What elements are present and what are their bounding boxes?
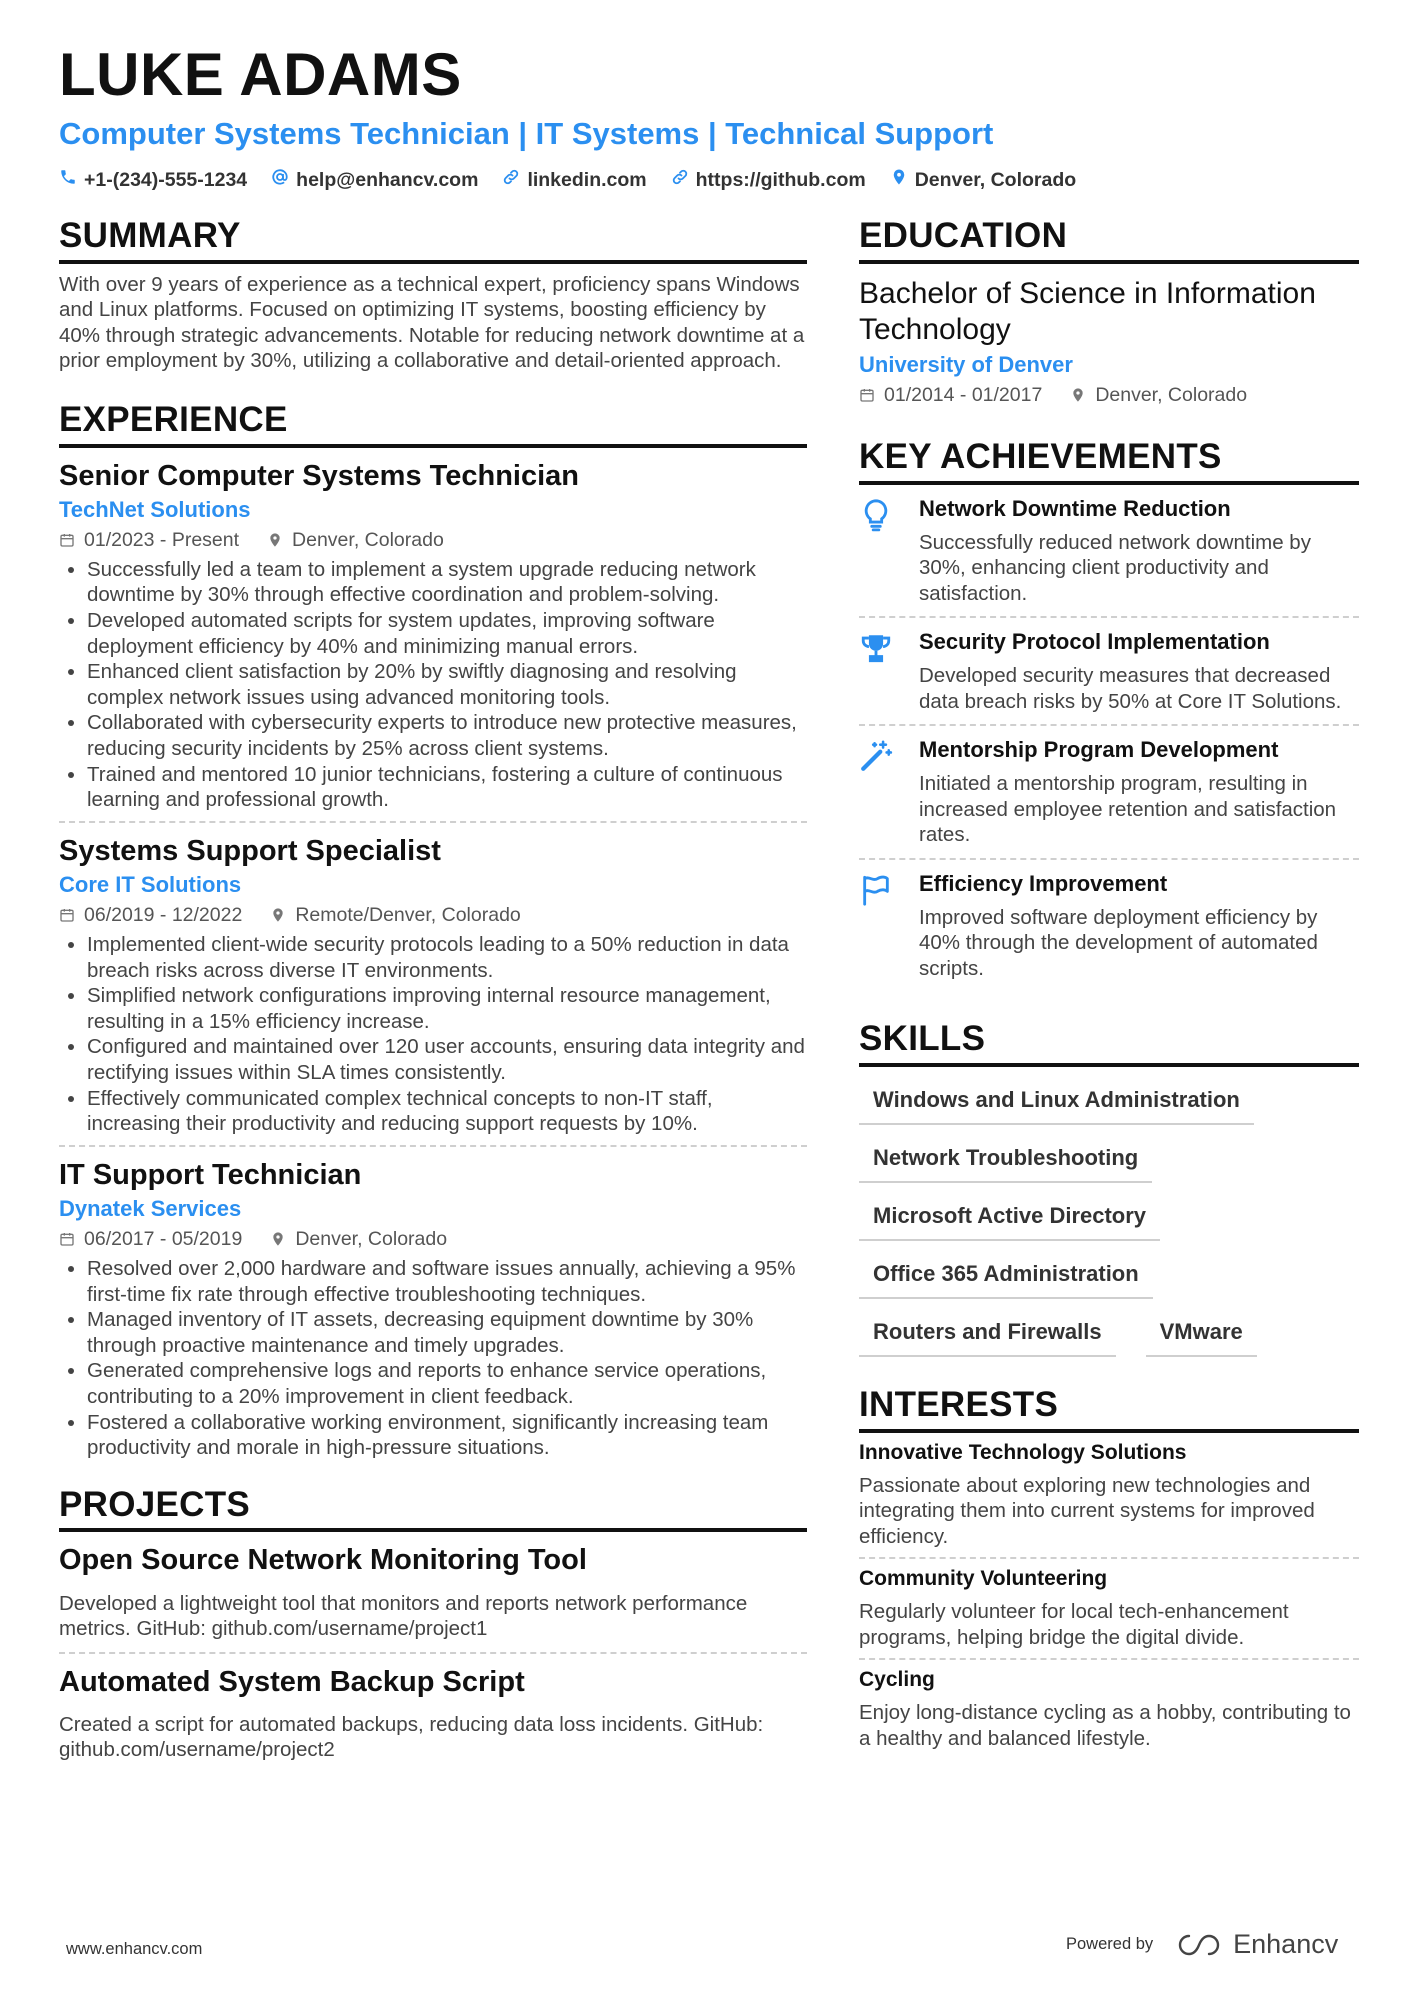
job-dates: 06/2019 - 12/2022 — [59, 904, 242, 927]
degree: Bachelor of Science in Information Technology — [859, 276, 1316, 346]
section-title: INTERESTS — [859, 1383, 1359, 1433]
summary-section — [59, 214, 807, 374]
achievement-item — [859, 618, 1359, 726]
contact-bar — [59, 168, 1076, 192]
job-entry — [59, 448, 807, 823]
location-pin-icon — [270, 907, 286, 923]
contact-text: +1-(234)-555-1234 — [84, 168, 248, 191]
section-title: KEY ACHIEVEMENTS — [859, 435, 1359, 485]
education-section — [859, 214, 1359, 407]
achievement-title: Security Protocol Implementation — [919, 629, 1270, 654]
section-title: EXPERIENCE — [59, 398, 807, 448]
calendar-icon — [859, 387, 875, 403]
skill-tag: Routers and Firewalls — [859, 1313, 1116, 1357]
achievement-desc: Successfully reduced network downtime by 30%, enhancing client productivity and satisfaction. — [919, 530, 1311, 605]
interest-title: Cycling — [859, 1668, 935, 1691]
right-column — [859, 214, 1359, 1759]
section-title: EDUCATION — [859, 214, 1359, 264]
achievement-title: Mentorship Program Development — [919, 737, 1279, 762]
job-meta — [59, 529, 807, 552]
job-bullets — [59, 557, 807, 813]
brand-name: Enhancv — [1233, 1929, 1339, 1959]
achievement-desc: Developed security measures that decreased data breach risks by 50% at Core IT Solutions. — [919, 664, 1342, 713]
achievement-item — [859, 485, 1359, 619]
achievement-desc: Initiated a mentorship program, resulting in increased employee retention and satisfaction rates. — [919, 772, 1337, 846]
interest-title: Innovative Technology Solutions — [859, 1440, 1187, 1464]
company-name: Core IT Solutions — [59, 871, 242, 897]
bullet-item: • Implemented client-wide security protocols leading to a 50% reduction in data breach risks across diverse IT environments. — [87, 932, 807, 983]
bullet-item: • Managed inventory of IT assets, decreasing equipment downtime by 30% through proactive maintenance and timely upgrades. — [87, 1307, 807, 1358]
link-icon — [502, 168, 520, 192]
education-location: Denver, Colorado — [1070, 384, 1247, 407]
interest-item — [859, 1660, 1359, 1759]
bullet-item: • Simplified network configurations improving internal resource management, resulting in a 15% efficiency increase. — [87, 983, 807, 1034]
candidate-name: LUKE ADAMS — [59, 41, 462, 108]
summary-text: With over 9 years of experience as a technical expert, proficiency spans Windows and Linux platforms. Focused on optimizing IT systems, boosting efficiency by 40% through strategic advancements. Notable for reducing network downtime at a prior employment by 30%, utilizing a collaborative and detail-oriented approach. — [59, 272, 805, 373]
bullet-item: • Enhanced client satisfaction by 20% by swiftly diagnosing and resolving complex network issues using advanced monitoring tools. — [87, 659, 807, 710]
job-bullets — [59, 1256, 807, 1461]
left-column — [59, 214, 807, 1773]
location-pin-icon — [270, 1231, 286, 1247]
contact-github[interactable] — [671, 168, 866, 192]
contact-text: help@enhancv.com — [296, 168, 479, 191]
contact-phone[interactable] — [59, 168, 247, 192]
contact-text: Denver, Colorado — [914, 168, 1077, 191]
company-name: Dynatek Services — [59, 1195, 242, 1221]
job-dates: 06/2017 - 05/2019 — [59, 1228, 242, 1251]
company-name: TechNet Solutions — [59, 496, 251, 522]
skill-tag: Microsoft Active Directory — [859, 1197, 1160, 1241]
project-title: Automated System Backup Script — [59, 1665, 525, 1698]
job-dates: 01/2023 - Present — [59, 529, 239, 552]
bullet-item: • Generated comprehensive logs and reports to enhance service operations, contributing to a 20% improvement in client feedback. — [87, 1358, 807, 1409]
job-entry — [59, 823, 807, 1147]
skills-list — [859, 1081, 1359, 1357]
skill-tag: Office 365 Administration — [859, 1255, 1153, 1299]
job-entry — [59, 1147, 807, 1469]
job-meta — [59, 904, 807, 927]
interest-desc: Regularly volunteer for local tech-enhancement programs, helping bridge the digital divide. — [859, 1600, 1289, 1649]
section-title: PROJECTS — [59, 1483, 807, 1533]
interests-section — [859, 1383, 1359, 1759]
job-title: Systems Support Specialist — [59, 834, 441, 867]
bullet-item: • Configured and maintained over 120 user accounts, ensuring data integrity and rectifying issues within SLA times consistently. — [87, 1034, 807, 1085]
project-entry — [59, 1654, 807, 1773]
skill-tag: VMware — [1146, 1313, 1257, 1357]
at-icon — [271, 168, 289, 192]
job-bullets — [59, 932, 807, 1137]
contact-linkedin[interactable] — [502, 168, 646, 192]
achievement-title: Network Downtime Reduction — [919, 495, 1231, 521]
bullet-item: • Successfully led a team to implement a system upgrade reducing network downtime by 30% through effective coordination and problem-solving. — [87, 557, 807, 608]
lightbulb-icon — [859, 496, 897, 607]
enhancv-logo-icon — [1175, 1932, 1223, 1958]
project-desc: Developed a lightweight tool that monitors and reports network performance metrics. GitHub: github.com/username/project1 — [59, 1591, 748, 1641]
job-title: IT Support Technician — [59, 1158, 362, 1191]
contact-text: linkedin.com — [527, 168, 647, 191]
location-pin-icon — [267, 532, 283, 548]
powered-by-label: Powered by — [1066, 1935, 1154, 1953]
calendar-icon — [59, 1231, 75, 1247]
achievement-desc: Improved software deployment efficiency by 40% through the development of automated scripts. — [919, 905, 1318, 980]
interest-desc: Enjoy long-distance cycling as a hobby, contributing to a healthy and balanced lifestyle. — [859, 1701, 1351, 1750]
contact-location — [890, 168, 1076, 192]
achievements-section — [859, 435, 1359, 991]
skill-tag: Windows and Linux Administration — [859, 1081, 1254, 1125]
school-name: University of Denver — [859, 351, 1073, 377]
job-location: Denver, Colorado — [267, 529, 444, 552]
interest-item — [859, 1559, 1359, 1660]
link-icon — [671, 168, 689, 192]
education-meta — [859, 384, 1359, 407]
interest-item — [859, 1433, 1359, 1560]
interest-title: Community Volunteering — [859, 1567, 1108, 1590]
calendar-icon — [59, 907, 75, 923]
skills-section — [859, 1017, 1359, 1357]
achievement-item — [859, 726, 1359, 860]
candidate-headline: Computer Systems Technician | IT Systems | Technical Support — [59, 116, 994, 151]
trophy-icon — [859, 629, 897, 714]
location-pin-icon — [890, 168, 908, 192]
footer-branding — [1066, 1929, 1338, 1960]
magic-wand-icon — [859, 737, 897, 848]
section-title: SKILLS — [859, 1017, 1359, 1067]
project-title: Open Source Network Monitoring Tool — [59, 1544, 587, 1577]
project-entry — [59, 1532, 807, 1653]
bullet-item: • Effectively communicated complex technical concepts to non-IT staff, increasing their productivity and reducing support requests by 10%. — [87, 1086, 807, 1137]
section-title: SUMMARY — [59, 214, 807, 264]
project-desc: Created a script for automated backups, reducing data loss incidents. GitHub: github.com/username/project2 — [59, 1712, 764, 1762]
calendar-icon — [59, 532, 75, 548]
phone-icon — [59, 168, 77, 192]
job-meta — [59, 1228, 807, 1251]
achievement-item — [859, 860, 1359, 992]
experience-section — [59, 398, 807, 1469]
skill-tag: Network Troubleshooting — [859, 1139, 1152, 1183]
job-location: Remote/Denver, Colorado — [270, 904, 520, 927]
location-pin-icon — [1070, 387, 1086, 403]
achievement-title: Efficiency Improvement — [919, 870, 1168, 896]
flag-icon — [859, 871, 897, 982]
bullet-item: • Developed automated scripts for system updates, improving software deployment efficiency by 40% and minimizing manual errors. — [87, 608, 807, 659]
bullet-item: • Resolved over 2,000 hardware and software issues annually, achieving a 95% first-time fix rate through effective troubleshooting techniques. — [87, 1256, 807, 1307]
job-title: Senior Computer Systems Technician — [59, 459, 579, 492]
bullet-item: • Collaborated with cybersecurity experts to introduce new protective measures, reducing security incidents by 25% across client systems. — [87, 710, 807, 761]
footer-website-link[interactable]: www.enhancv.com — [66, 1940, 203, 1958]
contact-text: https://github.com — [695, 168, 866, 191]
job-location: Denver, Colorado — [270, 1228, 447, 1251]
bullet-item: • Fostered a collaborative working environment, significantly increasing team productivity and morale in high-pressure situations. — [87, 1410, 807, 1461]
enhancv-logo[interactable] — [1175, 1929, 1338, 1960]
education-dates: 01/2014 - 01/2017 — [859, 384, 1042, 407]
projects-section — [59, 1483, 807, 1773]
interest-desc: Passionate about exploring new technologies and integrating them into current systems for improved efficiency. — [859, 1473, 1315, 1548]
contact-email[interactable] — [271, 168, 478, 192]
bullet-item: • Trained and mentored 10 junior technicians, fostering a culture of continuous learning and professional growth. — [87, 762, 807, 813]
